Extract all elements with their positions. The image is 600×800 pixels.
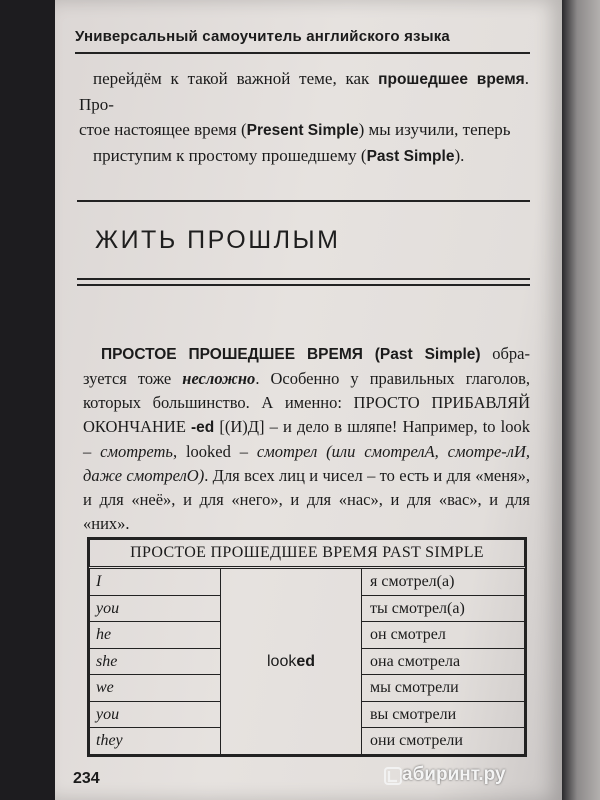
translation-cell: они смотрели	[362, 728, 525, 755]
page-number: 234	[73, 770, 100, 787]
translation-cell: ты смотрел(а)	[362, 595, 525, 622]
translation-cell: я смотрел(а)	[362, 568, 525, 596]
pronoun-cell: we	[90, 675, 221, 702]
intro-paragraph: перейдём к такой важной теме, как прошедшее время. Про- стое настоящее время (Present Simple) мы изучили, теперь приступим к простому прошедшему (Past Simple).	[79, 69, 529, 165]
chapter-rule-bottom-1	[77, 278, 530, 280]
pronoun-cell: I	[90, 568, 221, 596]
pronoun-cell: they	[90, 728, 221, 755]
verb-cell: looked	[221, 568, 362, 755]
running-head: Универсальный самоучитель английского языка	[75, 28, 450, 45]
past-simple-table	[87, 537, 527, 757]
body-paragraph: ПРОСТОЕ ПРОШЕДШЕЕ ВРЕМЯ (Past Simple) обра-зуется тоже несложно. Особенно у правильных глаголов, которых большинство. А именно: ПРОСТО ПРИБАВЛЯЙ ОКОНЧАНИЕ -ed [(И)Д] – и дело в шляпе! Например, to look – смотреть, looked – смотрел (или смотрелА, смотре-лИ, даже смотрелО). Для всех лиц и чисел – то есть и для «меня», и для «неё», и для «него», и для «нас», и для «вас», и для «них».	[83, 344, 531, 533]
translation-cell: она смотрела	[362, 648, 525, 675]
pronoun-cell: you	[90, 595, 221, 622]
pronoun-cell: he	[90, 622, 221, 649]
chapter-rule-top	[77, 200, 530, 202]
table-header: ПРОСТОЕ ПРОШЕДШЕЕ ВРЕМЯ PAST SIMPLE	[90, 540, 525, 568]
adjacent-page-edge	[562, 0, 600, 800]
translation-cell: он смотрел	[362, 622, 525, 649]
running-head-rule	[75, 52, 530, 54]
translation-cell: вы смотрели	[362, 701, 525, 728]
book-page	[55, 0, 562, 800]
table-row	[90, 568, 525, 596]
watermark-text: абиринт.ру	[402, 764, 506, 785]
pronoun-cell: you	[90, 701, 221, 728]
pronoun-cell: she	[90, 648, 221, 675]
chapter-rule-bottom-2	[77, 284, 530, 286]
translation-cell: мы смотрели	[362, 675, 525, 702]
chapter-title: ЖИТЬ ПРОШЛЫМ	[95, 226, 341, 254]
labirint-logo-icon	[384, 767, 402, 785]
